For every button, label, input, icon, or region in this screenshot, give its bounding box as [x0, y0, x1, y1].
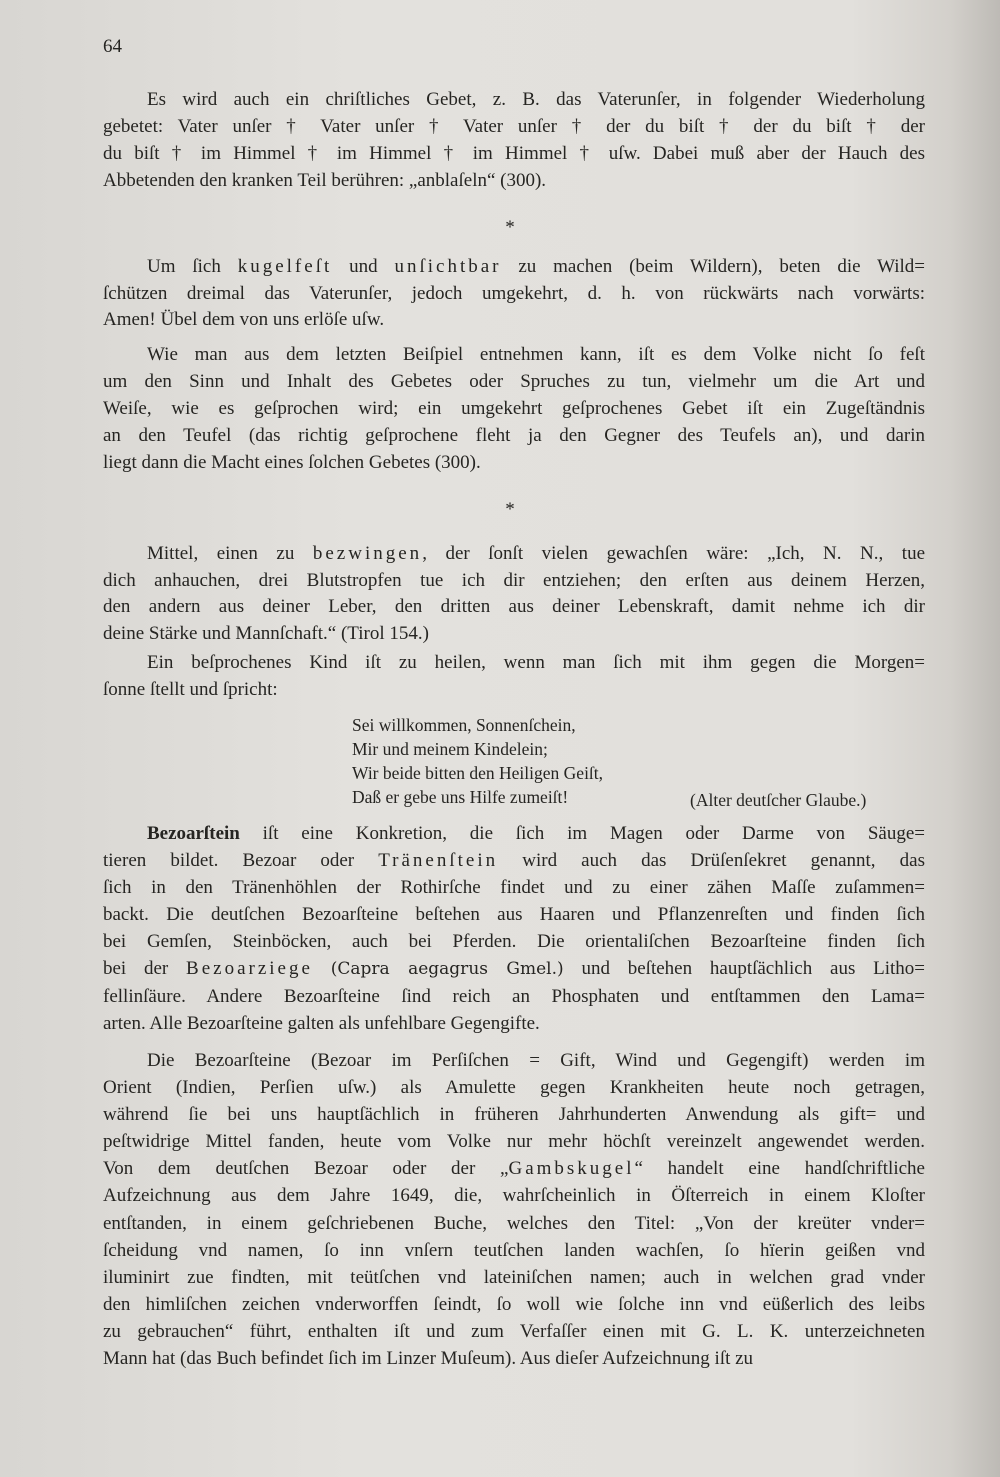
- paragraph-reversed-prayer: [103, 341, 925, 476]
- paragraph-christian-prayer: [103, 86, 925, 194]
- text-run: Amen! Übel dem von uns erlöſe uſw.: [103, 309, 385, 330]
- verse: [352, 713, 603, 809]
- section-separator: *: [505, 217, 515, 238]
- text-line: [103, 341, 925, 368]
- text-run: Es wird auch ein chriſtliches Gebet, z. B. das Vaterunſer, in folgender Wiederholung: [147, 89, 925, 110]
- text-line: [103, 140, 925, 167]
- text-line: [103, 281, 925, 308]
- text-run: während ſie bei uns hauptſächlich in früheren Jahrhunderten Anwendung als gift= und: [103, 1104, 925, 1126]
- paragraph-bezoar-history: [103, 1047, 925, 1372]
- text-run: gebetet: Vater unſer † Vater unſer † Vater unſer † der du biſt † der du biſt † der: [103, 116, 925, 137]
- text-run: den himliſchen zeichen vnderworffen ſeindt, ſo woll wie ſolche inn vnd eüßerlich des leibs: [103, 1293, 925, 1315]
- text-run: dich anhauchen, drei Blutstropfen tue ich dir entziehen; den erſten aus deinem Herzen,: [103, 569, 925, 591]
- verse-line: Wir beide bitten den Heiligen Geiſt,: [352, 763, 604, 783]
- text-line: [103, 86, 925, 113]
- text-line: [103, 820, 925, 847]
- text-run: du biſt † im Himmel † im Himmel † im Himmel † uſw. Dabei muß aber der Hauch des: [103, 143, 925, 164]
- text-line: [103, 113, 925, 140]
- verse-line: Sei willkommen, Sonnenſchein,: [352, 715, 576, 735]
- text-line: [103, 1074, 925, 1101]
- text-line: [103, 1291, 925, 1318]
- spaced-word: Bezoarziege: [186, 958, 313, 979]
- text-line: [103, 395, 925, 422]
- text-run: iſt eine Konkretion, die ſich im Magen oder Darme von Säuge=: [239, 823, 925, 844]
- text-run: bei der: [103, 958, 187, 979]
- text-run: entſtanden, in einem geſchriebenen Buche, welches den Titel: „Von der kreüter vnder=: [103, 1212, 925, 1234]
- text-run: backt. Die deutſchen Bezoarſteine beſtehen aus Haaren und Pflanzenreſten und finden ſich: [103, 904, 925, 925]
- text-run: an den Teufel (das richtig geſprochene fleht ja den Gegner des Teufels an), und darin: [103, 425, 925, 446]
- text-run: wird auch das Drüſenſekret genannt, das: [498, 850, 925, 871]
- text-run: deine Stärke und Mannſchaft.“ (Tirol 154.): [103, 623, 429, 645]
- text-run: liegt dann die Macht eines ſolchen Gebetes (300).: [103, 452, 481, 473]
- text-line: [103, 928, 925, 955]
- text-run: tieren bildet. Bezoar oder: [103, 850, 379, 871]
- text-line: [103, 901, 925, 928]
- paragraph-bezoar-definition: [103, 820, 925, 1037]
- text-run: Mittel, einen zu: [147, 543, 313, 564]
- text-line: [103, 307, 925, 334]
- latin-name: (Capra aegagrus Gmel.): [330, 959, 564, 979]
- text-run: Weiſe, wie es geſprochen wird; ein umgekehrt geſprochenes Gebet iſt ein Zugeſtändnis: [103, 398, 925, 419]
- text-line: [103, 368, 925, 395]
- text-run: zu gebrauchen“ führt, enthalten iſt und zum Verfaſſer einen mit G. L. K. unterzeichneten: [103, 1320, 925, 1342]
- paragraph-bulletproof: [103, 254, 925, 334]
- section-separator: *: [505, 499, 515, 520]
- bold-term: Bezoarſtein: [147, 823, 240, 844]
- verse-attribution: (Alter deutſcher Glaube.): [690, 790, 867, 810]
- text-line: [103, 1047, 925, 1074]
- text-line: [103, 1318, 925, 1345]
- text-run: Die Bezoarſteine (Bezoar im Perſiſchen = Gift, Wind und Gegengift) werden im: [147, 1050, 925, 1071]
- text-run: , der ſonſt vielen gewachſen wäre: „Ich, N. N., tue: [422, 543, 926, 564]
- text-run: ſich in den Tränenhöhlen der Rothirſche findet und zu einer zähen Maſſe zuſammen=: [103, 877, 925, 898]
- text-run: zu machen (beim Wildern), beten die Wild=: [501, 256, 926, 277]
- text-run: iluminirt zue findten, mit teütſchen vnd lateiniſchen namen; auch in welchen grad vnder: [103, 1266, 925, 1288]
- text-line: [103, 955, 925, 983]
- text-run: Um ſich: [147, 256, 238, 277]
- text-line: [103, 1128, 925, 1155]
- text-run: und: [332, 256, 395, 277]
- text-run: Abbetenden den kranken Teil berühren: „anblaſeln“ (300).: [103, 170, 547, 191]
- text-run: Ein beſprochenes Kind iſt zu heilen, wenn man ſich mit ihm gegen die Morgen=: [147, 652, 925, 673]
- text-run: ſonne ſtellt und ſpricht:: [103, 679, 278, 700]
- text-line: [103, 1345, 925, 1372]
- text-line: [103, 449, 925, 476]
- text-line: [103, 874, 925, 901]
- text-line: [103, 1155, 925, 1182]
- text-run: arten. Alle Bezoarſteine galten als unfehlbare Gegengifte.: [103, 1013, 540, 1034]
- text-run: fellinſäure. Andere Bezoarſteine ſind reich an Phosphaten und entſtammen den Lama=: [103, 986, 925, 1007]
- verse-line: Mir und meinem Kindelein;: [352, 739, 548, 759]
- text-run: Wie man aus dem letzten Beiſpiel entnehmen kann, iſt es dem Volke nicht ſo feſt: [147, 344, 925, 365]
- text-run: ſchützen dreimal das Vaterunſer, jedoch umgekehrt, d. h. von rückwärts nach vorwärts:: [103, 282, 925, 304]
- text-run: Aufzeichnung aus dem Jahre 1649, die, wahrſcheinlich in Öſterreich in einem Kloſter: [103, 1185, 925, 1207]
- text-line: [103, 621, 925, 648]
- spaced-word: kugelfeſt: [237, 256, 333, 277]
- text-run: peſtwidrige Mittel fanden, heute vom Volke nur mehr höchſt vereinzelt angewendet werden.: [103, 1131, 925, 1153]
- spaced-word: bezwingen: [312, 543, 423, 564]
- text-line: [103, 568, 925, 595]
- paragraph-healing-child: [103, 649, 925, 703]
- text-run: Orient (Indien, Perſien uſw.) als Amulette gegen Krankheiten heute noch getragen,: [103, 1077, 925, 1099]
- text-line: [103, 541, 925, 568]
- text-run: ſcheidung vnd namen, ſo inn vnſern teutſchen landen wachſen, ſo hïerin geißen vnd: [103, 1239, 925, 1261]
- text-run: um den Sinn und Inhalt des Gebetes oder Spruches zu tun, vielmehr um die Art und: [103, 371, 925, 392]
- text-run: “ handelt eine handſchriftliche: [634, 1158, 925, 1180]
- spaced-word: unſichtbar: [394, 256, 502, 277]
- text-line: [103, 983, 925, 1010]
- text-line: [103, 422, 925, 449]
- text-run: Von dem deutſchen Bezoar oder der „: [103, 1158, 509, 1180]
- text-run: bei Gemſen, Steinböcken, auch bei Pferden. Die orientaliſchen Bezoarſteine finden ſich: [103, 931, 925, 952]
- text-run: und beſtehen hauptſächlich aus Litho=: [563, 958, 926, 979]
- text-run: den andern aus deiner Leber, den dritten aus deiner Lebenskraft, damit nehme ich dir: [103, 596, 925, 618]
- text-line: [103, 676, 925, 703]
- text-run: [313, 958, 331, 979]
- spaced-word: Tränenſtein: [378, 850, 499, 871]
- text-line: [103, 1210, 925, 1237]
- text-line: [103, 254, 925, 281]
- text-line: [103, 1101, 925, 1128]
- text-line: [103, 1237, 925, 1264]
- text-line: [103, 1182, 925, 1209]
- text-run: Mann hat (das Buch befindet ſich im Linzer Muſeum). Aus dieſer Aufzeichnung iſt zu: [103, 1348, 754, 1370]
- text-line: [103, 594, 925, 621]
- text-line: [103, 1010, 925, 1037]
- paragraph-subdue-charm: [103, 541, 925, 648]
- text-line: [103, 847, 925, 874]
- text-line: [103, 649, 925, 676]
- verse-line: Daß er gebe uns Hilfe zumeiſt!: [352, 787, 569, 807]
- spaced-word: Gambskugel: [508, 1158, 635, 1180]
- page-number: 64: [103, 36, 122, 57]
- text-line: [103, 167, 925, 194]
- text-line: [103, 1264, 925, 1291]
